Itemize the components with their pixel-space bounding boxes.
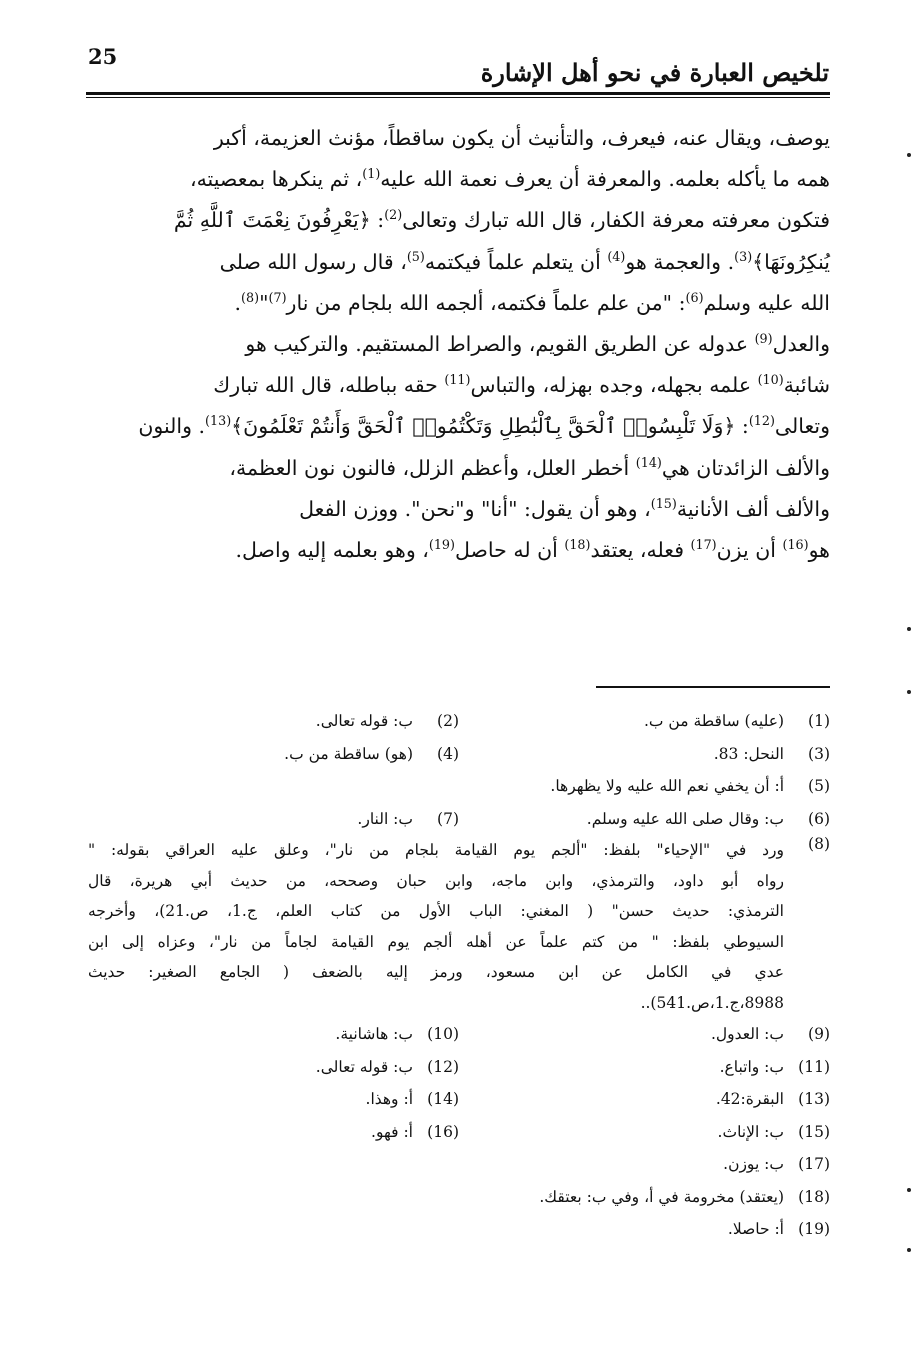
body-line: يوصف، ويقال عنه، فيعرف، والتأنيث أن يكون ساقطاً، مؤنث العزيمة، أكبر	[213, 126, 830, 150]
footnote-text: ب: قوله تعالى.	[315, 1057, 413, 1076]
body-line: هو$^{(16)}$ أن يزن$^{(17)}$ فعله، يعتقد$^{(18)}$ أن له حاصل$^{(19)}$، وهو بعلمه إليه واصل.	[235, 537, 830, 563]
footnote-line: السيوطي بلفظ: " من كتم علماً عن أهله ألجم يوم القيامة لجاماً من نار"، وعزاه إلى ابن	[88, 932, 784, 951]
footnote-text: ب: واتباع.	[719, 1057, 784, 1076]
footnote-number: (4)	[437, 744, 459, 763]
footnote-8	[88, 835, 830, 1018]
footnote-number: (8)	[808, 835, 830, 853]
footnote-entry	[459, 1025, 830, 1043]
footnote-entry	[459, 712, 830, 730]
footnote-entry	[459, 810, 830, 828]
footnote-line: رواه أبو داود، والترمذي، وابن ماجه، وابن حبان وصححه، من حديث أبي هريرة، قال	[88, 871, 784, 890]
footnote-number: (14)	[427, 1090, 459, 1109]
footnote-entry	[88, 745, 459, 763]
footnote-entry	[88, 810, 459, 828]
footnote-number: (2)	[437, 712, 459, 731]
body-line: والألف ألف الأنانية$^{(15)}$، وهو أن يقول: "أنا" و"نحن". ووزن الفعل	[299, 496, 830, 521]
footnote-entry	[459, 1090, 830, 1108]
footnote-entry	[88, 1058, 459, 1076]
footnote-entry	[459, 1155, 830, 1173]
footnote-number: (17)	[798, 1155, 830, 1174]
body-line: والألف الزائدتان هي$^{(14)}$ أخطر العلل، وأعظم الزلل، فالنون نون العظمة،	[229, 454, 830, 480]
footnote-line: الترمذي: حديث حسن" ( المغني: الباب الأول من كتاب العلم، ج.1، ص.21)، وأخرجه	[88, 902, 784, 920]
footnote-entry	[459, 745, 830, 763]
header-rule-thin	[86, 97, 830, 98]
body-line: همه ما يأكله بعلمه. والمعرفة أن يعرف نعمة الله عليه$^{(1)}$، ثم ينكرها بمعصيته،	[189, 166, 830, 192]
footnote-number: (12)	[427, 1057, 459, 1076]
footnote-separator	[596, 686, 830, 688]
body-line: يُنكِرُونَهَا﴾$^{(3)}$. والعجمة هو$^{(4)}$ أن يتعلم علماً فيكتمه$^{(5)}$، قال رسول الله صلى	[219, 248, 830, 274]
header-rule-thick	[86, 92, 830, 95]
footnote-row	[88, 1116, 830, 1149]
footnote-text: ب: قوله تعالى.	[315, 712, 413, 731]
footnote-text: أ: أن يخفي نعم الله عليه ولا يظهرها.	[550, 777, 784, 796]
footnote-row	[88, 1213, 830, 1246]
footnote-row	[88, 770, 830, 803]
footnote-entry	[88, 712, 459, 730]
footnote-number: (18)	[798, 1187, 830, 1206]
body-line: فتكون معرفته معرفة الكفار، قال الله تبارك وتعالى$^{(2)}$: ﴿يَعْرِفُونَ نِعْمَتَ ٱللَّهِ ثُمَّ	[173, 207, 830, 233]
footnote-row	[88, 1083, 830, 1116]
footnote-text: (يعتقد) مخرومة في أ، وفي ب: بعتقك.	[539, 1187, 784, 1206]
body-line: وتعالى$^{(12)}$: ﴿وَلَا تَلْبِسُوا۟ ٱلْحَقَّ بِٱلْبَٰطِلِ وَتَكْتُمُوا۟ ٱلْحَقَّ وَأَنتُمْ تَعْلَمُونَ﴾$^{(13)}$. والنون	[138, 413, 830, 439]
footnote-row	[88, 1051, 830, 1084]
footnote-entry	[88, 1090, 459, 1108]
footnote-entry	[459, 1188, 830, 1206]
footnote-number: (5)	[808, 777, 830, 796]
footnote-entry	[88, 1123, 459, 1141]
body-line: شائبة$^{(10)}$ علمه بجهله، وجده بهزله، والتباس$^{(11)}$ حقه بباطله، قال الله تبارك	[213, 372, 830, 398]
footnotes	[88, 705, 830, 1246]
margin-mark	[907, 1188, 911, 1192]
footnote-line: 8988،ج.1،ص.541)..	[640, 993, 784, 1012]
footnote-row	[88, 1181, 830, 1214]
footnote-number: (11)	[798, 1057, 830, 1076]
footnote-entry	[459, 1220, 830, 1238]
footnote-text: ب: يوزن.	[723, 1155, 784, 1174]
footnote-text: أ: وهذا.	[365, 1090, 413, 1109]
footnote-row	[88, 803, 830, 836]
margin-mark	[907, 690, 911, 694]
footnote-text: ب: هاشانية.	[335, 1025, 413, 1044]
footnote-number: (16)	[427, 1122, 459, 1141]
footnote-text: ب: النار.	[357, 809, 413, 828]
footnote-line: ورد في "الإحياء" بلفظ: "ألجم يوم القيامة بلجام من نار"، وعلق عليه العراقي بقوله: "	[88, 841, 784, 859]
footnote-text: النحل: 83.	[713, 744, 784, 763]
margin-mark	[907, 1248, 911, 1252]
footnote-row	[88, 1148, 830, 1181]
page-number: 25	[88, 44, 118, 69]
footnote-text: ب: العدول.	[710, 1025, 784, 1044]
footnote-number: (7)	[437, 809, 459, 828]
footnote-entry	[459, 1058, 830, 1076]
footnote-text: أ: فهو.	[371, 1122, 413, 1141]
footnote-text: ب: وقال صلى الله عليه وسلم.	[586, 809, 784, 828]
footnote-entry	[459, 1123, 830, 1141]
footnote-number: (1)	[808, 712, 830, 731]
margin-mark	[907, 627, 911, 631]
running-title: تلخيص العبارة في نحو أهل الإشارة	[480, 58, 829, 87]
footnote-number: (6)	[808, 809, 830, 828]
footnote-text: (عليه) ساقطة من ب.	[643, 712, 784, 731]
main-text	[88, 118, 830, 571]
footnote-number: (13)	[798, 1090, 830, 1109]
footnote-number: (10)	[427, 1025, 459, 1044]
footnote-text: البقرة:42.	[715, 1090, 784, 1109]
footnote-number: (15)	[798, 1122, 830, 1141]
footnote-number: (19)	[798, 1220, 830, 1239]
footnote-entry	[88, 1025, 459, 1043]
footnote-text: أ: حاصلا.	[727, 1220, 784, 1239]
footnote-text: ب: الإناث.	[717, 1122, 784, 1141]
footnote-row	[88, 705, 830, 738]
body-line: الله عليه وسلم$^{(6)}$: "من علم علماً فكتمه، ألجمه الله بلجام من نار$^{(7)}$"$^{(8)}$.	[234, 289, 830, 315]
footnote-number: (9)	[808, 1025, 830, 1044]
footnote-row	[88, 1018, 830, 1051]
body-line: والعدل$^{(9)}$ عدوله عن الطريق القويم، والصراط المستقيم. والتركيب هو	[245, 331, 830, 357]
footnote-line: عدي في الكامل عن ابن مسعود، ورمز إليه بالضعف ( الجامع الصغير: حديث	[88, 963, 784, 981]
margin-mark	[907, 153, 911, 157]
footnote-row	[88, 738, 830, 771]
footnote-number: (3)	[808, 744, 830, 763]
footnote-text: (هو) ساقطة من ب.	[284, 744, 413, 763]
footnote-entry	[459, 777, 830, 795]
